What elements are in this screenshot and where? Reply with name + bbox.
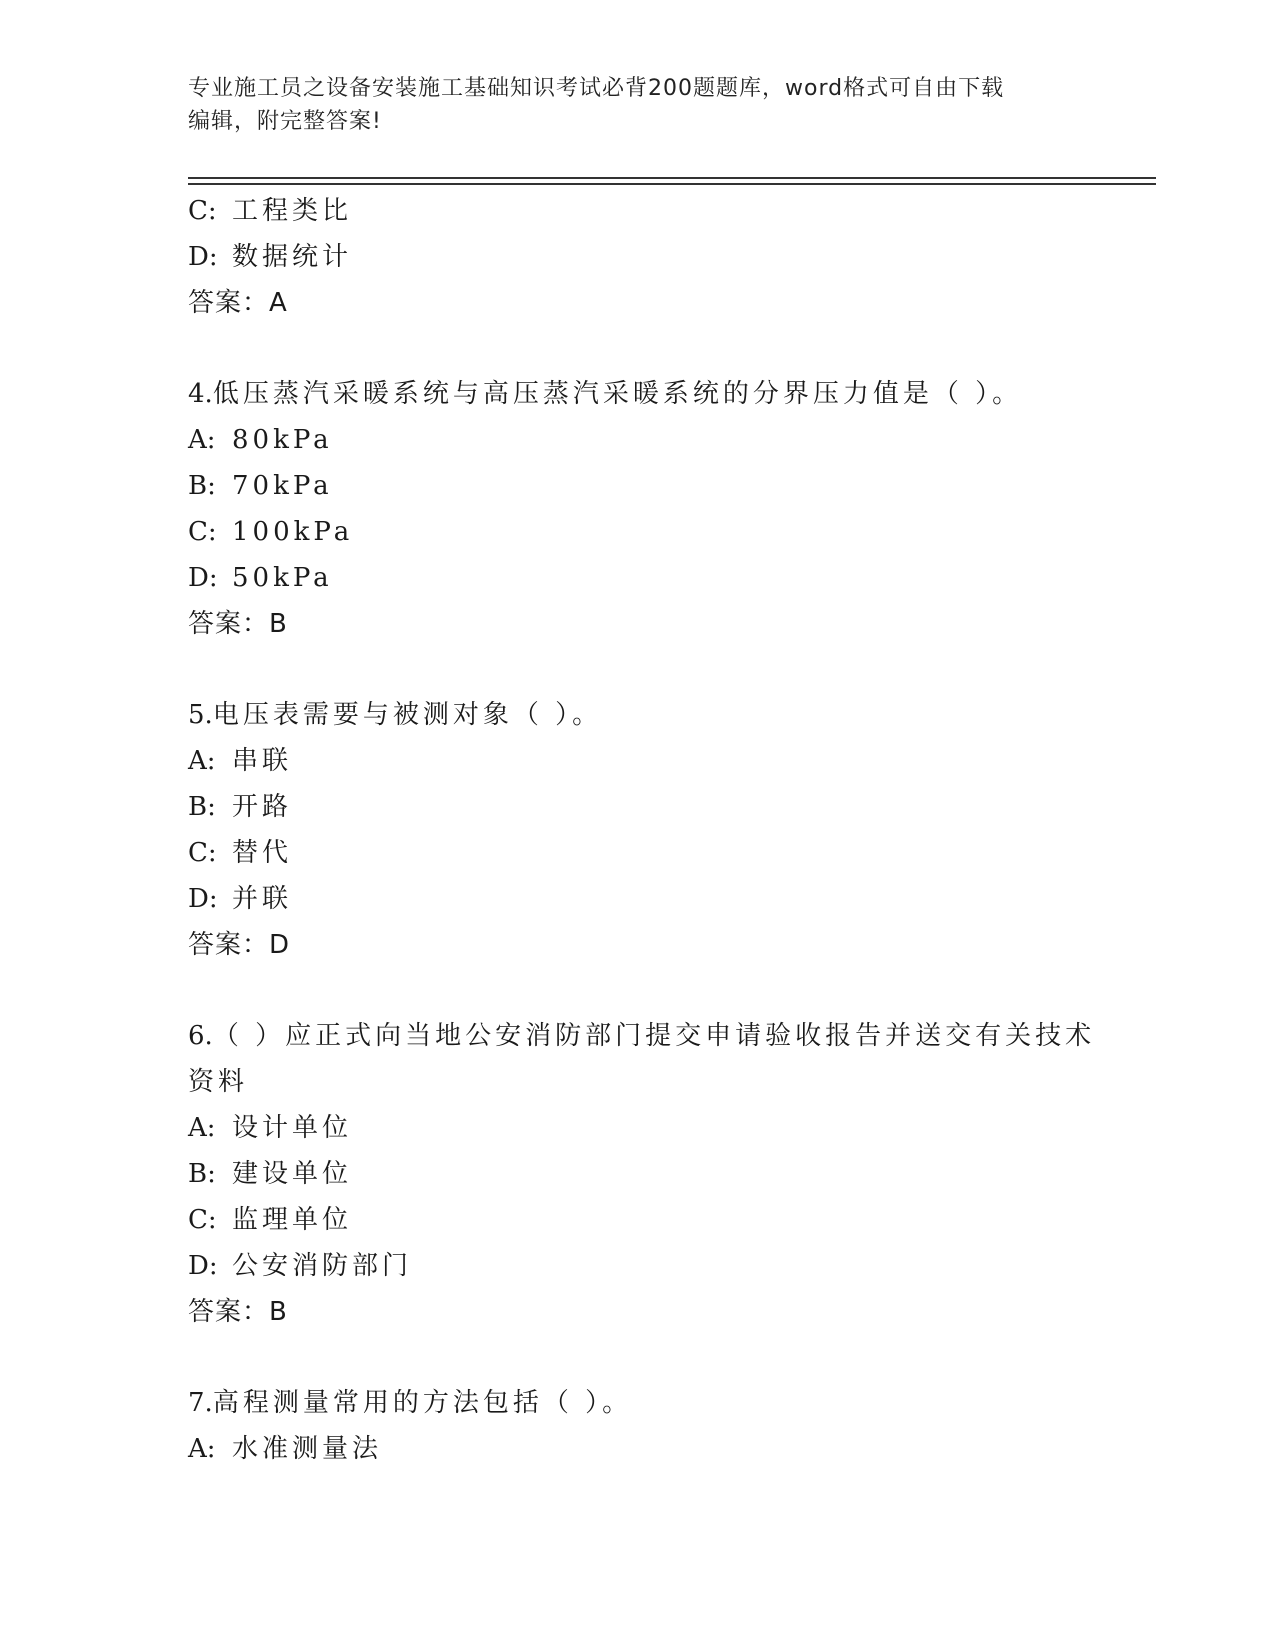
option-b bbox=[188, 463, 1088, 509]
option-label: C: bbox=[188, 517, 217, 547]
header-divider-bottom bbox=[188, 183, 1156, 185]
option-text: 监理单位 bbox=[232, 1205, 353, 1235]
question-number: 7. bbox=[188, 1388, 213, 1418]
option-b bbox=[188, 784, 1088, 830]
option-label: C: bbox=[188, 196, 217, 226]
option-a bbox=[188, 1105, 1088, 1151]
question-stem-continued: 资料 bbox=[188, 1067, 249, 1097]
option-text: 80kPa bbox=[232, 425, 333, 455]
question-text: （ ）应正式向当地公安消防部门提交申请验收报告并送交有关技术 bbox=[212, 1021, 1096, 1051]
option-text: 并联 bbox=[232, 884, 293, 914]
option-label: A: bbox=[188, 1434, 216, 1464]
option-b bbox=[188, 1151, 1088, 1197]
option-text: 工程类比 bbox=[232, 196, 353, 226]
question-list bbox=[188, 188, 1096, 1472]
option-d bbox=[188, 234, 1088, 280]
question-stem bbox=[188, 692, 1088, 738]
option-text: 开路 bbox=[232, 792, 293, 822]
question-block-5 bbox=[188, 692, 1088, 968]
option-label: A: bbox=[188, 425, 216, 455]
option-d bbox=[188, 1243, 1088, 1289]
question-number: 5. bbox=[188, 700, 213, 730]
option-label: B: bbox=[188, 792, 216, 822]
option-text: 水准测量法 bbox=[232, 1434, 383, 1464]
question-stem bbox=[188, 371, 1088, 417]
option-c bbox=[188, 509, 1088, 555]
option-text: 数据统计 bbox=[232, 242, 353, 272]
option-d bbox=[188, 876, 1088, 922]
question-text: 高程测量常用的方法包括（ ）。 bbox=[212, 1388, 633, 1418]
question-block-partial bbox=[188, 188, 1088, 326]
option-label: D: bbox=[188, 563, 218, 593]
question-text: 电压表需要与被测对象（ ）。 bbox=[212, 700, 603, 730]
option-label: B: bbox=[188, 471, 216, 501]
option-label: B: bbox=[188, 1159, 216, 1189]
option-text: 串联 bbox=[232, 746, 293, 776]
option-text: 50kPa bbox=[232, 563, 333, 593]
option-label: A: bbox=[188, 1113, 216, 1143]
document-header bbox=[188, 72, 1088, 138]
option-text: 设计单位 bbox=[232, 1113, 353, 1143]
option-c bbox=[188, 830, 1088, 876]
question-number: 4. bbox=[188, 379, 213, 409]
option-label: D: bbox=[188, 884, 218, 914]
question-text: 低压蒸汽采暖系统与高压蒸汽采暖系统的分界压力值是（ ）。 bbox=[212, 379, 1023, 409]
option-text: 70kPa bbox=[232, 471, 333, 501]
option-label: C: bbox=[188, 1205, 217, 1235]
option-text: 建设单位 bbox=[232, 1159, 353, 1189]
question-number: 6. bbox=[188, 1021, 213, 1051]
answer-line: 答案：B bbox=[188, 1297, 288, 1327]
option-d bbox=[188, 555, 1088, 601]
question-stem bbox=[188, 1013, 1096, 1059]
answer-line: 答案：D bbox=[188, 930, 291, 960]
answer-line: 答案：B bbox=[188, 609, 288, 639]
option-a bbox=[188, 738, 1088, 784]
option-a bbox=[188, 417, 1088, 463]
option-text: 替代 bbox=[232, 838, 293, 868]
header-divider-top bbox=[188, 177, 1156, 179]
option-c bbox=[188, 188, 1088, 234]
header-title-line-2: 编辑，附完整答案! bbox=[188, 109, 382, 134]
option-text: 100kPa bbox=[232, 517, 354, 547]
option-label: C: bbox=[188, 838, 217, 868]
option-text: 公安消防部门 bbox=[232, 1251, 413, 1281]
header-title-line-1: 专业施工员之设备安装施工基础知识考试必背200题题库，word格式可自由下载 bbox=[188, 76, 1005, 101]
option-label: A: bbox=[188, 746, 216, 776]
option-label: D: bbox=[188, 242, 218, 272]
question-block-6 bbox=[188, 1013, 1096, 1335]
question-stem bbox=[188, 1380, 1088, 1426]
question-block-4 bbox=[188, 371, 1088, 647]
option-c bbox=[188, 1197, 1088, 1243]
option-label: D: bbox=[188, 1251, 218, 1281]
question-block-7 bbox=[188, 1380, 1088, 1472]
answer-line: 答案：A bbox=[188, 288, 288, 318]
option-a bbox=[188, 1426, 1088, 1472]
